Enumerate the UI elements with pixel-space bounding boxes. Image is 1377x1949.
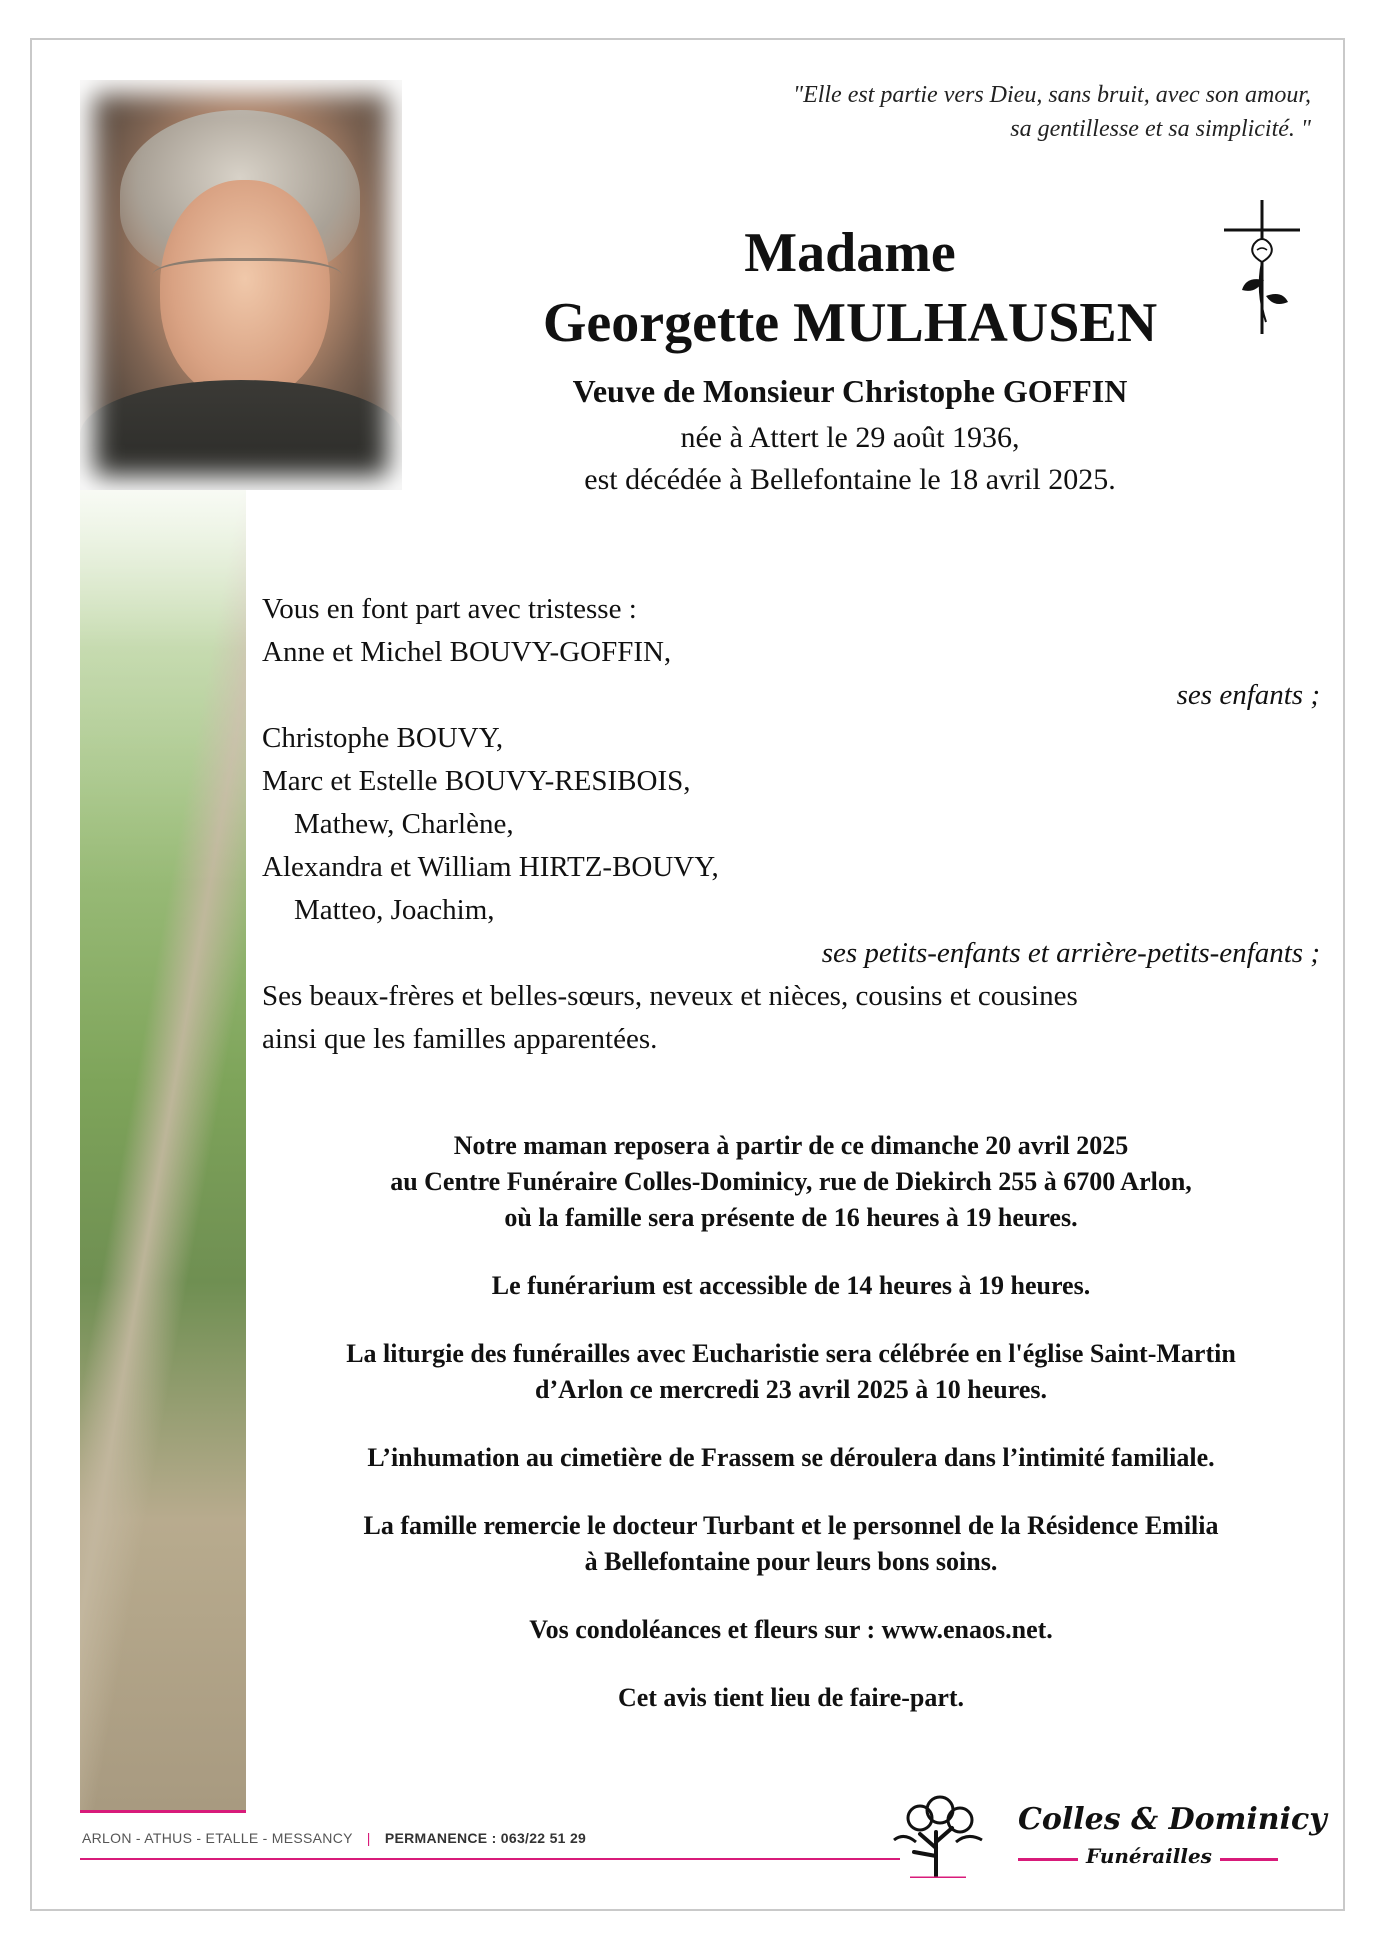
liturgy-paragraph — [262, 1336, 1320, 1408]
thanks-line-2: à Bellefontaine pour leurs bons soins. — [584, 1547, 998, 1576]
portrait-photo — [80, 80, 402, 490]
related-families: ainsi que les familles apparentées. — [262, 1023, 658, 1055]
visitation-paragraph — [262, 1128, 1320, 1236]
other-relatives: Ses beaux-frères et belles-sœurs, neveux et nièces, cousins et cousines — [262, 980, 1078, 1012]
grandchild-line: Mathew, Charlène, — [294, 808, 514, 840]
grandchildren-list — [262, 717, 1320, 932]
quote-line-1: "Elle est partie vers Dieu, sans bruit, avec son amour, — [792, 82, 1311, 108]
company-logo — [890, 1790, 1327, 1880]
widow-of: Veuve de Monsieur Christophe GOFFIN — [572, 373, 1128, 409]
visitation-line-2: au Centre Funéraire Colles-Dominicy, rue de Diekirch 255 à 6700 Arlon, — [390, 1167, 1192, 1196]
grandchild-line: Matteo, Joachim, — [294, 894, 495, 926]
thanks-paragraph — [262, 1508, 1320, 1580]
access-hours-text: Le funérarium est accessible de 14 heures à 19 heures. — [491, 1271, 1091, 1300]
announcements-section — [262, 1128, 1320, 1748]
logo-pink-line-left — [1018, 1858, 1078, 1861]
family-section — [262, 588, 1320, 1061]
portrait-body — [80, 380, 402, 490]
portrait-glasses — [152, 258, 342, 301]
burial-paragraph — [262, 1440, 1320, 1476]
liturgy-line-2: d’Arlon ce mercredi 23 avril 2025 à 10 heures. — [535, 1375, 1047, 1404]
burial-text: L’inhumation au cimetière de Frassem se déroulera dans l’intimité familiale. — [367, 1443, 1215, 1472]
grandchildren-label: ses petits-enfants et arrière-petits-enfants ; — [821, 937, 1320, 969]
condolences-paragraph — [262, 1612, 1320, 1648]
logo-company-name: Colles & Dominicy — [1018, 1802, 1327, 1837]
family-children: Anne et Michel BOUVY-GOFFIN, — [262, 636, 672, 668]
family-intro: Vous en font part avec tristesse : — [262, 593, 637, 625]
access-hours — [262, 1268, 1320, 1304]
opening-quote — [551, 78, 1311, 146]
footer-locations: ARLON - ATHUS - ETALLE - MESSANCY — [82, 1830, 353, 1846]
condolences-text: Vos condoléances et fleurs sur : www.enaos.net. — [529, 1615, 1053, 1644]
visitation-line-1: Notre maman reposera à partir de ce dimanche 20 avril 2025 — [453, 1131, 1129, 1160]
liturgy-line-1: La liturgie des funérailles avec Eucharistie sera célébrée en l'église Saint-Martin — [346, 1339, 1236, 1368]
visitation-line-3: où la famille sera présente de 16 heures à 19 heures. — [504, 1203, 1078, 1232]
tree-logo-icon — [890, 1792, 986, 1878]
children-label: ses enfants ; — [1176, 679, 1320, 711]
logo-pink-line-right — [1220, 1858, 1278, 1861]
grandchild-line: Christophe BOUVY, — [262, 722, 504, 754]
birth-info: née à Attert le 29 août 1936, — [680, 421, 1020, 454]
portrait-face — [160, 180, 330, 400]
footer-contact — [82, 1830, 586, 1846]
portrait-hair — [120, 110, 360, 280]
deceased-name: Georgette MULHAUSEN — [542, 292, 1158, 354]
quote-line-2: sa gentillesse et sa simplicité. " — [1010, 116, 1311, 142]
grandchild-line: Marc et Estelle BOUVY-RESIBOIS, — [262, 765, 691, 797]
notice-text: Cet avis tient lieu de faire-part. — [617, 1683, 965, 1712]
logo-subtitle: Funérailles — [1086, 1844, 1212, 1868]
footer-separator: | — [366, 1830, 371, 1846]
thanks-line-1: La famille remercie le docteur Turbant et le personnel de la Résidence Emilia — [363, 1511, 1219, 1540]
cross-with-rose-icon — [1224, 200, 1300, 334]
grandchild-line: Alexandra et William HIRTZ-BOUVY, — [262, 851, 719, 883]
notice-paragraph — [262, 1680, 1320, 1716]
decorative-pink-line — [80, 1810, 246, 1813]
death-info: est décédée à Bellefontaine le 18 avril 2025. — [584, 463, 1116, 496]
deceased-title: Madame — [744, 222, 956, 284]
footer-permanence: PERMANENCE : 063/22 51 29 — [384, 1830, 587, 1846]
forest-path-image — [80, 490, 246, 1810]
footer-pink-line-left — [80, 1858, 900, 1860]
